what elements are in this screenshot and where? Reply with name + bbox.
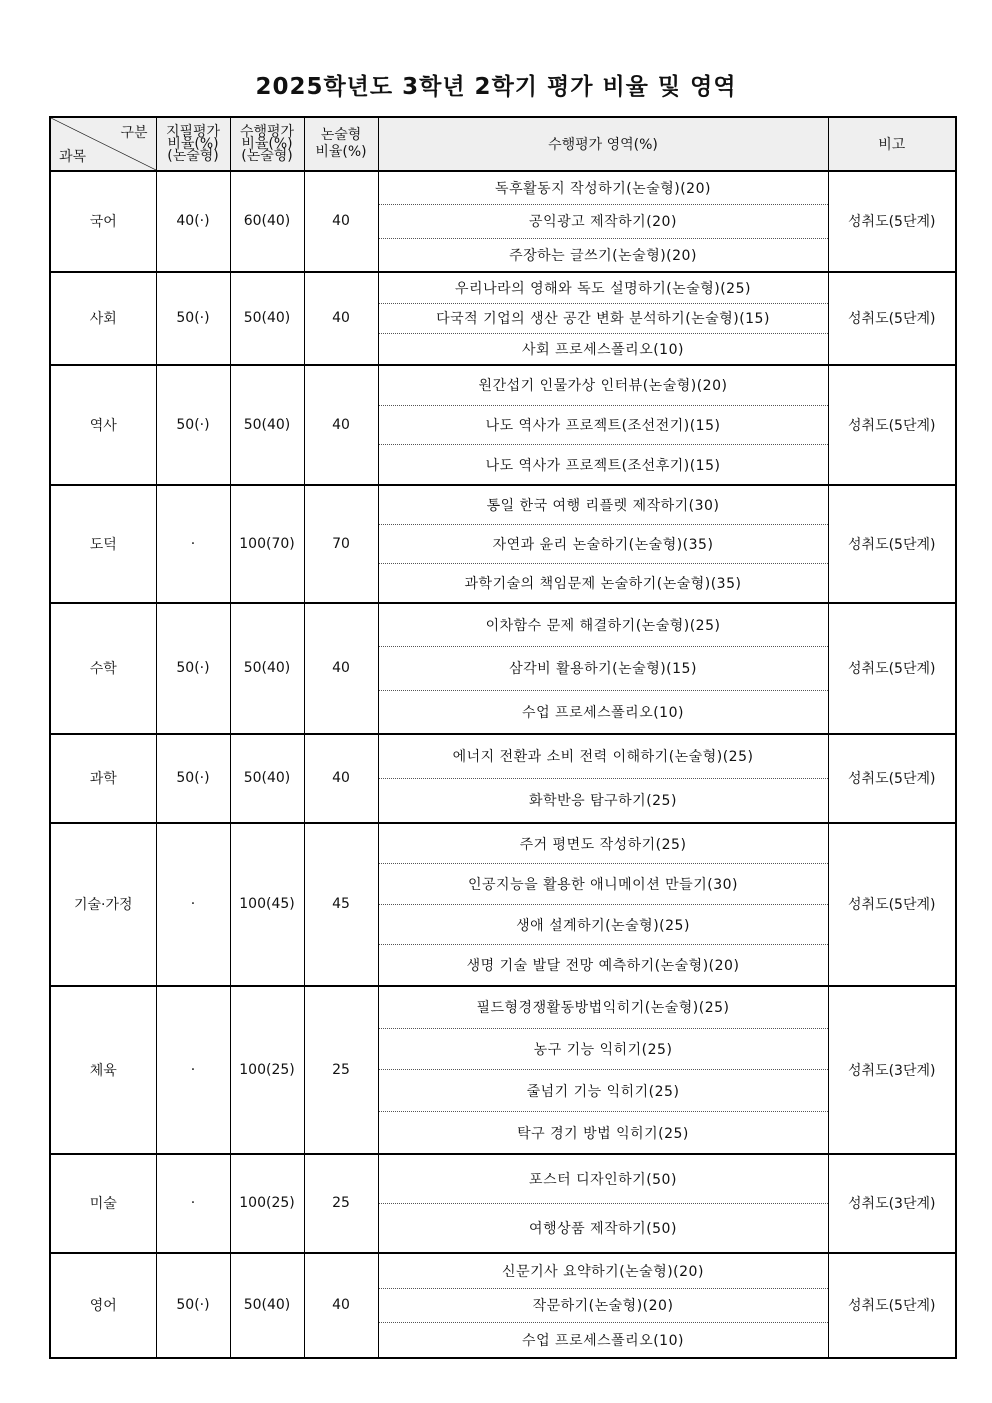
- table-row: [50, 171, 956, 272]
- header-category-label: 구분: [120, 125, 148, 141]
- area-item: 생명 기술 발달 전망 예측하기(논술형)(20): [379, 944, 828, 985]
- areas-cell: [378, 272, 828, 365]
- header-written-line3: (논술형): [167, 148, 219, 164]
- subject-cell: 과학: [50, 734, 156, 823]
- header-perf-line2: 비율(%): [241, 136, 293, 152]
- area-item: 수업 프로세스폴리오(10): [379, 1322, 828, 1357]
- essay-ratio-cell: 40: [304, 1253, 378, 1358]
- table-row: [50, 272, 956, 365]
- area-item: 줄넘기 기능 익히기(25): [379, 1069, 828, 1111]
- table-row: [50, 365, 956, 485]
- area-item: 공익광고 제작하기(20): [379, 204, 828, 237]
- area-item: 생애 설계하기(논술형)(25): [379, 904, 828, 945]
- written-ratio-cell: 50(·): [156, 272, 230, 365]
- header-essay-ratio: [304, 117, 378, 171]
- areas-list: [379, 172, 828, 271]
- performance-ratio-cell: 50(40): [230, 734, 304, 823]
- table-row: [50, 603, 956, 734]
- areas-cell: [378, 1253, 828, 1358]
- subject-cell: 도덕: [50, 485, 156, 603]
- area-item: 작문하기(논술형)(20): [379, 1288, 828, 1323]
- note-cell: 성취도(5단계): [828, 485, 956, 603]
- area-item: 독후활동지 작성하기(논술형)(20): [495, 181, 711, 198]
- area-item: 탁구 경기 방법 익히기(25): [379, 1111, 828, 1153]
- subject-cell: 체육: [50, 986, 156, 1154]
- note-cell: 성취도(5단계): [828, 734, 956, 823]
- table-body: [50, 171, 956, 1358]
- area-item: 필드형경쟁활동방법익히기(논술형)(25): [476, 1000, 730, 1017]
- area-item: 자연과 윤리 논술하기(논술형)(35): [379, 524, 828, 563]
- note-cell: 성취도(5단계): [828, 1253, 956, 1358]
- area-item: 우리나라의 영해와 독도 설명하기(논술형)(25): [455, 280, 751, 297]
- header-written-line1: 지필평가: [165, 124, 221, 140]
- essay-ratio-cell: 40: [304, 734, 378, 823]
- table-row: [50, 734, 956, 823]
- essay-ratio-cell: 25: [304, 986, 378, 1154]
- header-note: 비고: [828, 117, 956, 171]
- header-written-ratio: [156, 117, 230, 171]
- performance-ratio-cell: 100(25): [230, 1154, 304, 1253]
- area-item: 이차함수 문제 해결하기(논술형)(25): [485, 618, 721, 635]
- area-item: 여행상품 제작하기(50): [379, 1203, 828, 1252]
- note-cell: 성취도(5단계): [828, 272, 956, 365]
- essay-ratio-cell: 40: [304, 171, 378, 272]
- performance-ratio-cell: 50(40): [230, 603, 304, 734]
- written-ratio-cell: ·: [156, 485, 230, 603]
- performance-ratio-cell: 100(25): [230, 986, 304, 1154]
- header-row: [50, 117, 956, 171]
- area-item: 삼각비 활용하기(논술형)(15): [379, 646, 828, 689]
- note-cell: 성취도(5단계): [828, 603, 956, 734]
- area-item: 통일 한국 여행 리플렛 제작하기(30): [486, 497, 720, 514]
- evaluation-table: [49, 116, 957, 1359]
- area-item: 주거 평면도 작성하기(25): [519, 836, 687, 853]
- header-subject-label: 과목: [59, 149, 87, 165]
- table-row: [50, 485, 956, 603]
- header-essay-line2: 비율(%): [315, 144, 367, 160]
- area-item: 나도 역사가 프로젝트(조선후기)(15): [379, 444, 828, 484]
- essay-ratio-cell: 25: [304, 1154, 378, 1253]
- written-ratio-cell: 50(·): [156, 365, 230, 485]
- area-item: 나도 역사가 프로젝트(조선전기)(15): [379, 405, 828, 445]
- areas-cell: [378, 734, 828, 823]
- header-performance-ratio: [230, 117, 304, 171]
- performance-ratio-cell: 50(40): [230, 1253, 304, 1358]
- header-performance-areas: 수행평가 영역(%): [378, 117, 828, 171]
- areas-cell: [378, 603, 828, 734]
- area-item: 인공지능을 활용한 애니메이션 만들기(30): [379, 863, 828, 904]
- areas-cell: [378, 986, 828, 1154]
- header-essay-line1: 논술형: [320, 127, 362, 143]
- area-item: 다국적 기업의 생산 공간 변화 분석하기(논술형)(15): [379, 303, 828, 334]
- area-item: 주장하는 글쓰기(논술형)(20): [379, 238, 828, 271]
- area-item: 포스터 디자인하기(50): [529, 1171, 677, 1188]
- page-title: 2025학년도 3학년 2학기 평가 비율 및 영역: [255, 74, 737, 100]
- areas-list: [379, 604, 828, 733]
- areas-list: [379, 1254, 828, 1357]
- areas-list: [379, 987, 828, 1153]
- subject-cell: 미술: [50, 1154, 156, 1253]
- header-written-line2: 비율(%): [167, 136, 219, 152]
- performance-ratio-cell: 50(40): [230, 272, 304, 365]
- area-item: 과학기술의 책임문제 논술하기(논술형)(35): [379, 563, 828, 602]
- area-item: 원간섭기 인물가상 인터뷰(논술형)(20): [478, 378, 728, 395]
- essay-ratio-cell: 40: [304, 603, 378, 734]
- performance-ratio-cell: 60(40): [230, 171, 304, 272]
- area-item: 화학반응 탐구하기(25): [379, 778, 828, 822]
- table-row: [50, 1253, 956, 1358]
- area-item: 수업 프로세스폴리오(10): [379, 690, 828, 733]
- subject-cell: 사회: [50, 272, 156, 365]
- note-cell: 성취도(5단계): [828, 365, 956, 485]
- areas-list: [379, 486, 828, 602]
- written-ratio-cell: 40(·): [156, 171, 230, 272]
- note-cell: 성취도(3단계): [828, 986, 956, 1154]
- header-perf-line1: 수행평가: [239, 124, 295, 140]
- area-item: 에너지 전환과 소비 전력 이해하기(논술형)(25): [452, 749, 754, 766]
- table-row: [50, 1154, 956, 1253]
- note-cell: 성취도(5단계): [828, 823, 956, 986]
- area-item: 농구 기능 익히기(25): [379, 1028, 828, 1070]
- table-row: [50, 986, 956, 1154]
- areas-cell: [378, 365, 828, 485]
- written-ratio-cell: ·: [156, 1154, 230, 1253]
- table-row: [50, 823, 956, 986]
- written-ratio-cell: 50(·): [156, 603, 230, 734]
- essay-ratio-cell: 40: [304, 272, 378, 365]
- subject-cell: 영어: [50, 1253, 156, 1358]
- areas-list: [379, 1155, 828, 1252]
- areas-list: [379, 273, 828, 364]
- essay-ratio-cell: 40: [304, 365, 378, 485]
- areas-cell: [378, 823, 828, 986]
- areas-list: [379, 824, 828, 985]
- written-ratio-cell: 50(·): [156, 1253, 230, 1358]
- essay-ratio-cell: 45: [304, 823, 378, 986]
- areas-list: [379, 366, 828, 484]
- performance-ratio-cell: 50(40): [230, 365, 304, 485]
- areas-cell: [378, 485, 828, 603]
- subject-cell: 국어: [50, 171, 156, 272]
- area-item: 신문기사 요약하기(논술형)(20): [502, 1263, 704, 1280]
- written-ratio-cell: 50(·): [156, 734, 230, 823]
- note-cell: 성취도(5단계): [828, 171, 956, 272]
- area-item: 사회 프로세스폴리오(10): [379, 333, 828, 364]
- subject-cell: 역사: [50, 365, 156, 485]
- header-corner-cell: [50, 117, 156, 171]
- areas-cell: [378, 1154, 828, 1253]
- written-ratio-cell: ·: [156, 986, 230, 1154]
- subject-cell: 기술·가정: [50, 823, 156, 986]
- written-ratio-cell: ·: [156, 823, 230, 986]
- performance-ratio-cell: 100(45): [230, 823, 304, 986]
- subject-cell: 수학: [50, 603, 156, 734]
- areas-list: [379, 735, 828, 822]
- areas-cell: [378, 171, 828, 272]
- header-perf-line3: (논술형): [241, 148, 293, 164]
- essay-ratio-cell: 70: [304, 485, 378, 603]
- performance-ratio-cell: 100(70): [230, 485, 304, 603]
- note-cell: 성취도(3단계): [828, 1154, 956, 1253]
